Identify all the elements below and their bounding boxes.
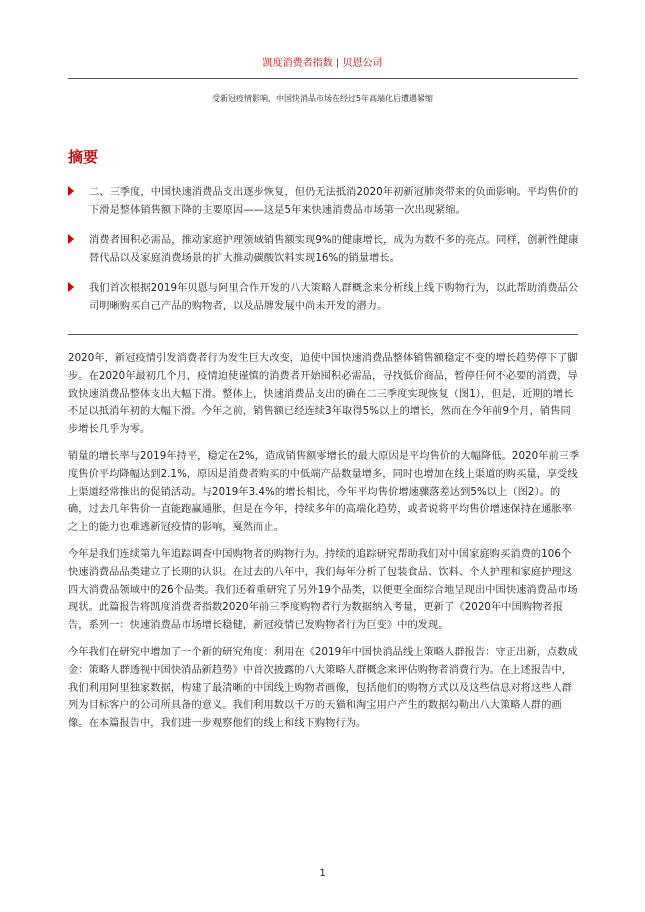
summary-bullet-text: 消费者围积必需品，推动家庭护理领域销售额实现9%的健康增长，成为为数不多的亮点。同样，创新性健康替代品以及家庭消费场景的扩大推动碳酸饮料实现16%的销量增长。 [89,235,579,264]
report-header-title: 凯度消费者指数 | 贝恩公司 [262,58,383,69]
section-divider [68,334,578,335]
report-subtitle: 受新冠疫情影响，中国快消品市场在经过5年高端化后遭遇紧缩 [211,94,434,103]
page-number: 1 [319,868,326,879]
summary-heading: 摘要 [68,148,99,166]
body-paragraph: 2020年，新冠疫情引发消费者行为发生巨大改变，迫使中国快速消费品整体销售额稳定不变的增长趋势停下了脚步。在2020年最初几个月，疫情迫使谨慎的消费者开始囤积必需品，寻找低价商品，暂停任何不必要的消费，导致快速消费品整体支出大幅下滑。整体上，快速消费品支出的确在二三季度实现恢复（图1），但是，近期的增长不足以抵消年初的大幅下滑。今年之前，销售额已经连续3年取得5%以上的增长，然而在今年前9个月，销售同步增长几乎为零。 [68,353,578,436]
header-divider [68,78,578,79]
body-paragraph: 今年我们在研究中增加了一个新的研究角度：利用在《2019年中国快消品线上策略人群报告：守正出新，点数成金：策略人群透视中国快消品新趋势》中首次披露的八大策略人群概念来评估购物者消费行为。在上述报告中，我们利用阿里独家数据，构建了最清晰的中国线上购物者画像，包括他们的购物方式以及这些信息对将这些人群列为目标客户的公司所具备的意义。我们利用数以千万的天猫和淘宝用户产生的数据勾勒出八大策略人群的画像。在本篇报告中，我们进一步观察他们的线上和线下购物行为。 [68,646,578,730]
summary-bullet [68,280,583,316]
summary-bullet-text: 我们首次根据2019年贝恩与阿里合作开发的八大策略人群概念来分析线上线下购物行为，以此帮助消费品公司明晰购买自己产品的购物者，以及品牌发展中尚未开发的潜力。 [89,283,579,312]
triangle-bullet-icon [68,234,74,244]
body-text [68,350,580,742]
body-paragraph: 销量的增长率与2019年持平，稳定在2%，造成销售额零增长的最大原因是平均售价的大幅降低。2020年前三季度售价平均降幅达到2.1%，原因是消费者购买的中低端产品数量增多，同时也增加在线上渠道的购买量，享受线上渠道经常推出的促销活动。与2019年3.4%的增长相比，今年平均售价增速骤落差达到5%以上（图2）。的确，过去几年售价一直能跑赢通胀，但是在今年，持续多年的高端化趋势，或者说将平均售价增速保持在通胀率之上的能力也难逃新冠疫情的影响，戛然而止。 [68,450,580,534]
body-paragraph: 今年是我们连续第九年追踪调查中国购物者的购物行为。持续的追踪研究帮助我们对中国家庭购买消费的106个快速消费品品类建立了长期的认识。在过去的八年中，我们每年分析了包装食品、饮料、个人护理和家庭护理这四大消费品领域中的26个品类。我们还着重研究了另外19个品类，以便更全面综合地呈现出中国快速消费品市场现状。此篇报告将凯度消费者指数2020年前三季度购物者行为数据纳入考量，更新了《2020年中国购物者报告，系列一：快速消费品市场增长稳健，新冠疫情已发购物者行为巨变》中的发现。 [68,548,578,632]
triangle-bullet-icon [68,186,74,196]
summary-bullet-list [68,184,583,328]
triangle-bullet-icon [68,282,74,292]
summary-bullet-text: 二、三季度，中国快速消费品支出逐步恢复，但仍无法抵消2020年初新冠肺炎带来的负面影响。平均售价的下滑是整体销售额下降的主要原因——这是5年来快速消费品市场第一次出现紧缩。 [89,187,579,216]
summary-bullet [68,184,583,220]
summary-bullet [68,232,583,268]
